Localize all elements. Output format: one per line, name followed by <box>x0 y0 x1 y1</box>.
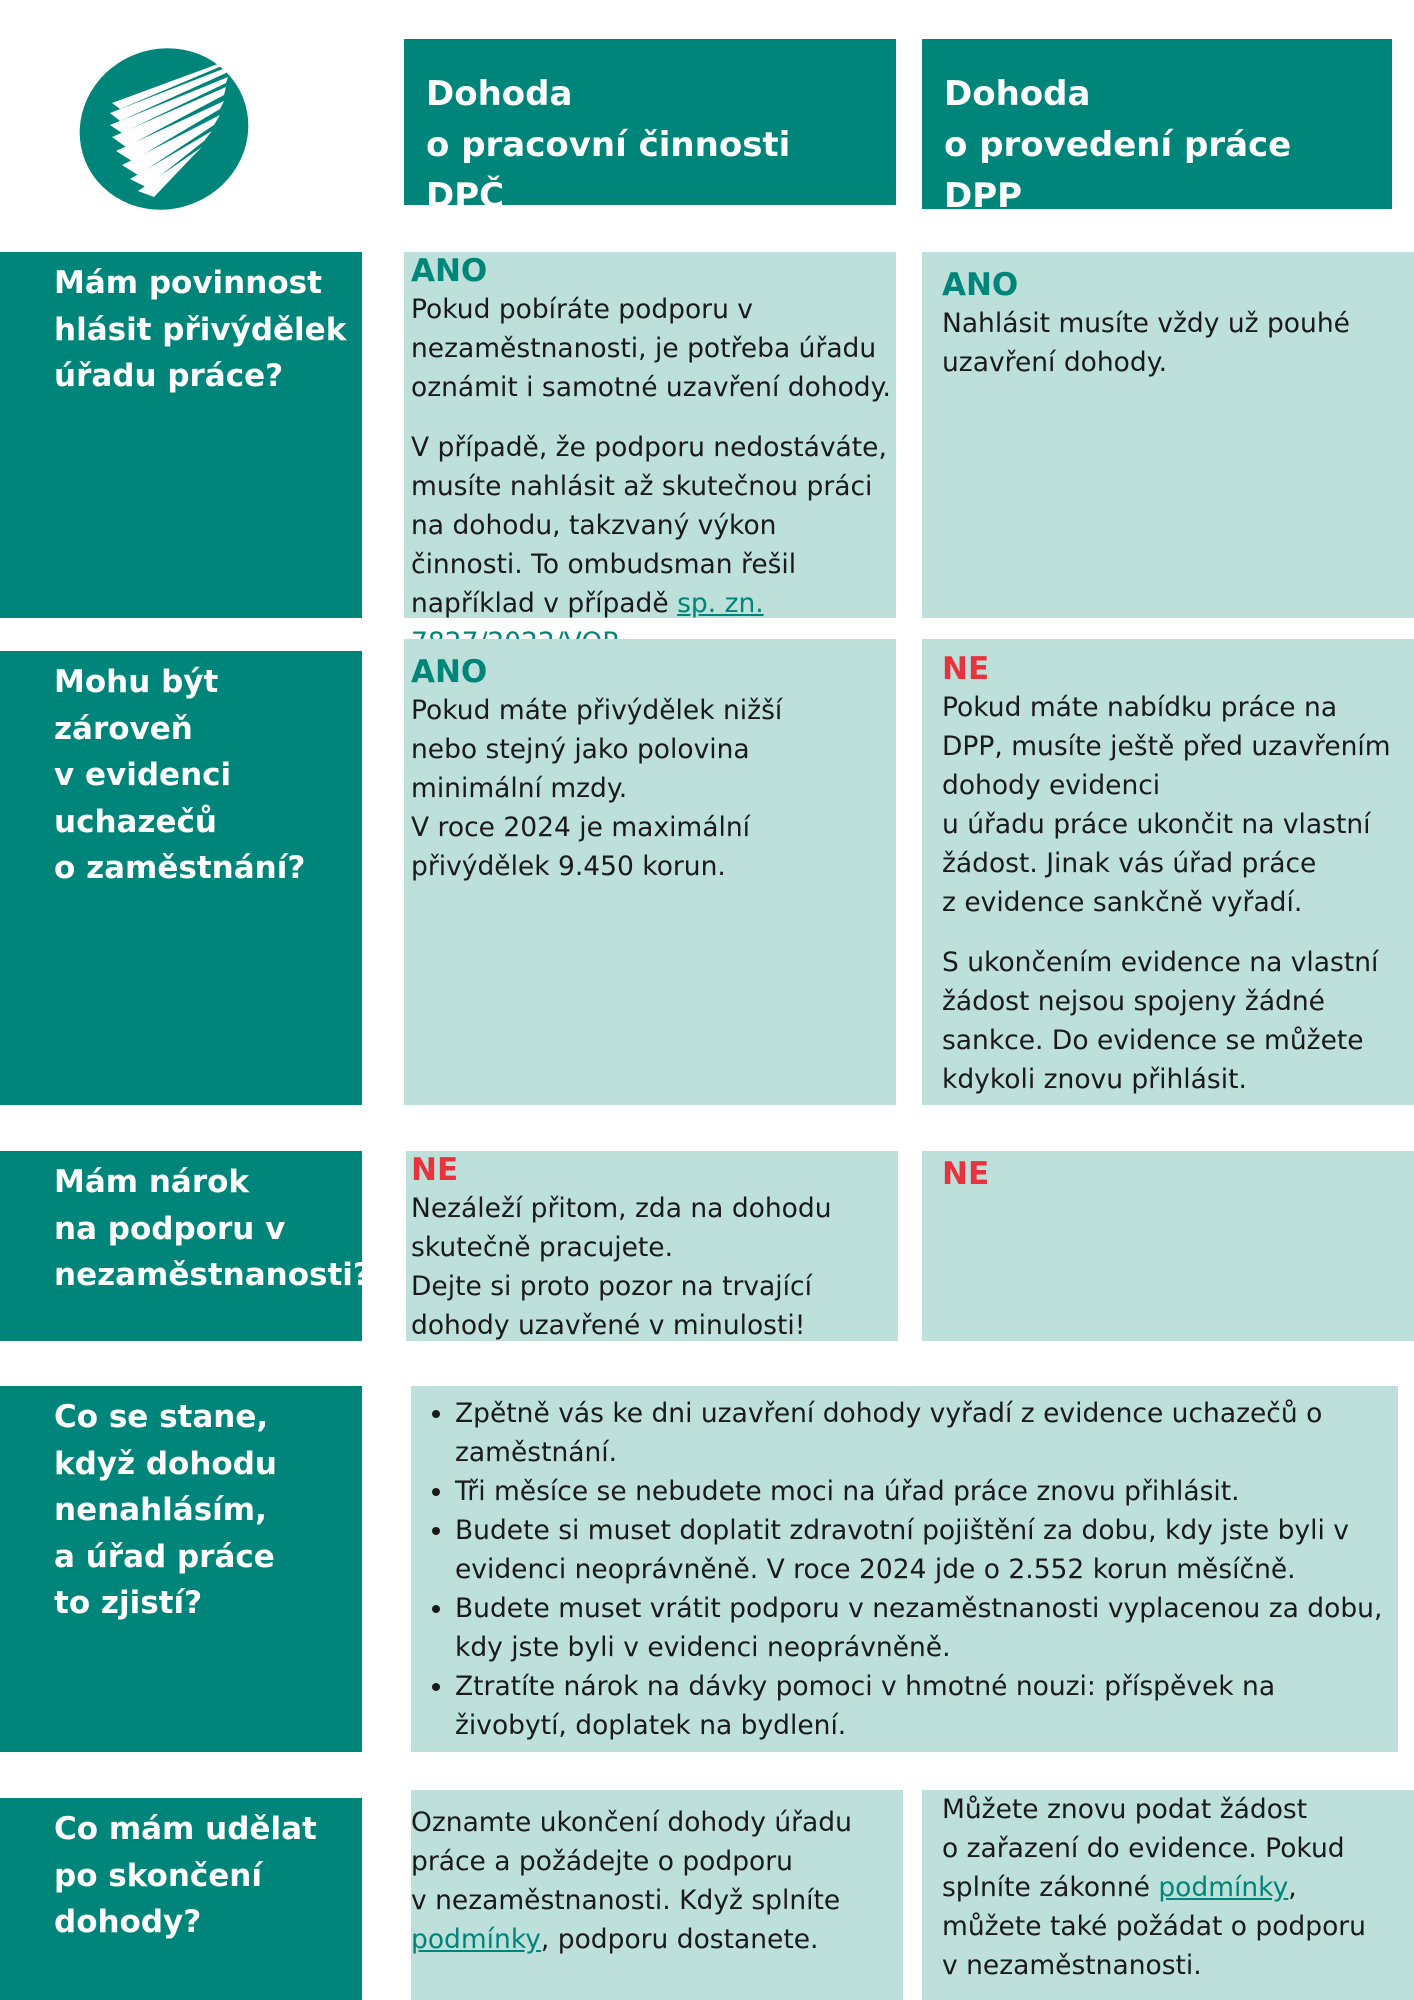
answer-dpc-row-5 <box>411 1790 903 2000</box>
answer-line: o zařazení do evidence. Pokud <box>942 1833 1345 1864</box>
answer-line: S ukončením evidence na vlastní <box>942 947 1379 978</box>
answer-line: žádost nejsou spojeny žádné <box>942 986 1325 1017</box>
answer-line: Můžete znovu podat žádost <box>942 1794 1308 1825</box>
answer-line: Nezáleží přitom, zda na dohodu <box>411 1193 832 1224</box>
question-line: na podporu v <box>54 1210 286 1247</box>
answer-text: splníte zákonné <box>942 1872 1159 1903</box>
question-line: nezaměstnanosti? <box>54 1257 371 1293</box>
list-item: • Budete si muset doplatit zdravotní pojištění za dobu, kdy jste byli v evidenci neoprávněně. V roce 2024 jde o 2.552 korun měsíčně. <box>455 1511 1386 1589</box>
question-row-1 <box>0 252 362 618</box>
answer-paragraph <box>411 428 896 662</box>
answer-line: v nezaměstnanosti. Když splníte <box>411 1885 841 1916</box>
question-row-3 <box>0 1151 371 1341</box>
answer-line: nebo stejný jako polovina <box>411 734 750 765</box>
list-item: • Ztratíte nárok na dávky pomoci v hmotné nouzi: příspěvek na živobytí, doplatek na bydlení. <box>455 1667 1386 1745</box>
question-line: hlásit přivýdělek <box>54 311 347 348</box>
answer-line: skutečně pracujete. <box>411 1232 674 1263</box>
answer-line: DPP, musíte ještě před uzavřením <box>942 731 1391 762</box>
header-dpc-line-1: Dohoda <box>426 74 573 114</box>
question-line: úřadu práce? <box>54 358 284 394</box>
question-line: když dohodu <box>54 1445 277 1482</box>
answer-line: z evidence sankčně vyřadí. <box>942 887 1303 918</box>
answer-text: , podporu dostanete. <box>540 1924 819 1955</box>
question-line: zároveň <box>54 710 193 747</box>
answer-dpc-row-1 <box>404 252 896 618</box>
question-line: Co mám udělat <box>54 1811 317 1847</box>
case-reference-link[interactable]: sp. zn. <box>677 588 764 619</box>
answer-dpc-row-2 <box>404 639 896 1105</box>
question-row-2 <box>0 651 362 1105</box>
question-line: po skončení <box>54 1857 262 1894</box>
verdict-yes: ANO <box>411 253 488 289</box>
question-line: Co se stane, <box>54 1399 269 1435</box>
answer-line <box>942 1868 1414 1907</box>
question-line: to zjistí? <box>54 1585 203 1621</box>
question-line: v evidenci <box>54 757 232 793</box>
answer-line: přivýdělek 9.450 korun. <box>411 851 726 882</box>
question-line: dohody? <box>54 1904 202 1940</box>
answer-dpc-row-3 <box>406 1151 898 1341</box>
header-dpp-line-1: Dohoda <box>944 74 1091 114</box>
answer-line: kdykoli znovu přihlásit. <box>942 1064 1247 1095</box>
list-item: • Zpětně vás ke dni uzavření dohody vyřadí z evidence uchazečů o zaměstnání. <box>455 1394 1386 1472</box>
answer-dpp-row-5 <box>922 1790 1414 2000</box>
consequences-box <box>411 1386 1398 1752</box>
question-line: uchazečů <box>54 803 217 840</box>
question-line: Mám povinnost <box>54 265 322 301</box>
answer-line: žádost. Jinak vás úřad práce <box>942 848 1317 879</box>
answer-line: dohody uzavřené v minulosti! <box>411 1310 806 1341</box>
answer-dpp-row-2 <box>922 639 1414 1105</box>
answer-line: v nezaměstnanosti. <box>942 1950 1202 1981</box>
question-line: Mám nárok <box>54 1164 250 1200</box>
verdict-no: NE <box>411 1152 459 1188</box>
answer-text: , <box>1288 1872 1297 1903</box>
answer-line: sankce. Do evidence se můžete <box>942 1025 1364 1056</box>
answer-line: minimální mzdy. <box>411 773 628 804</box>
answer-line: Pokud máte přivýdělek nižší <box>411 695 783 726</box>
conditions-link[interactable]: podmínky <box>1158 1872 1289 1903</box>
answer-line: V roce 2024 je maximální <box>411 812 751 843</box>
verdict-yes: ANO <box>942 267 1019 303</box>
answer-line: Dejte si proto pozor na trvající <box>411 1271 812 1302</box>
question-line: nenahlásím, <box>54 1492 267 1528</box>
answer-paragraph: Pokud pobíráte podporu v nezaměstnanosti, je potřeba úřadu oznámit i samotné uzavření dohody. <box>411 294 891 403</box>
list-item: • Tři měsíce se nebudete moci na úřad práce znovu přihlásit. <box>455 1472 1386 1511</box>
verdict-yes: ANO <box>411 654 488 690</box>
answer-line: Pokud máte nabídku práce na <box>942 692 1338 723</box>
conditions-link[interactable]: podmínky <box>411 1924 541 1955</box>
answer-line: Oznamte ukončení dohody úřadu <box>411 1807 852 1838</box>
header-dpp-line-2: o provedení práce DPP <box>944 125 1292 216</box>
answer-line: práce a požádejte o podporu <box>411 1846 793 1877</box>
answer-text: V případě, že podporu nedostáváte, musíte nahlásit až skutečnou práci na dohodu, takzvaný výkon činnosti. To ombudsman řešil například v případě <box>411 432 887 619</box>
answer-paragraph: Nahlásit musíte vždy už pouhé uzavření dohody. <box>942 308 1350 378</box>
question-line: o zaměstnání? <box>54 850 306 886</box>
header-dpc-line-2: o pracovní činnosti DPČ <box>426 125 791 216</box>
question-row-4 <box>0 1386 362 1752</box>
verdict-no: NE <box>942 651 990 687</box>
ombudsman-logo-icon <box>76 47 252 212</box>
question-row-5 <box>0 1798 362 2000</box>
answer-line <box>411 1920 903 1959</box>
header-dpp <box>922 39 1392 216</box>
question-line: Mohu být <box>54 664 219 700</box>
answer-line: můžete také požádat o podporu <box>942 1911 1366 1942</box>
answer-line: dohody evidenci <box>942 770 1161 801</box>
answer-line: u úřadu práce ukončit na vlastní <box>942 809 1371 840</box>
answer-dpp-row-3 <box>922 1151 1414 1341</box>
verdict-no: NE <box>942 1156 990 1192</box>
question-line: a úřad práce <box>54 1538 275 1575</box>
answer-dpp-row-1 <box>922 252 1414 618</box>
list-item: • Budete muset vrátit podporu v nezaměstnanosti vyplacenou za dobu, kdy jste byli v evidenci neoprávněně. <box>455 1589 1386 1667</box>
header-dpc <box>404 39 896 216</box>
consequences-list <box>411 1394 1386 1745</box>
